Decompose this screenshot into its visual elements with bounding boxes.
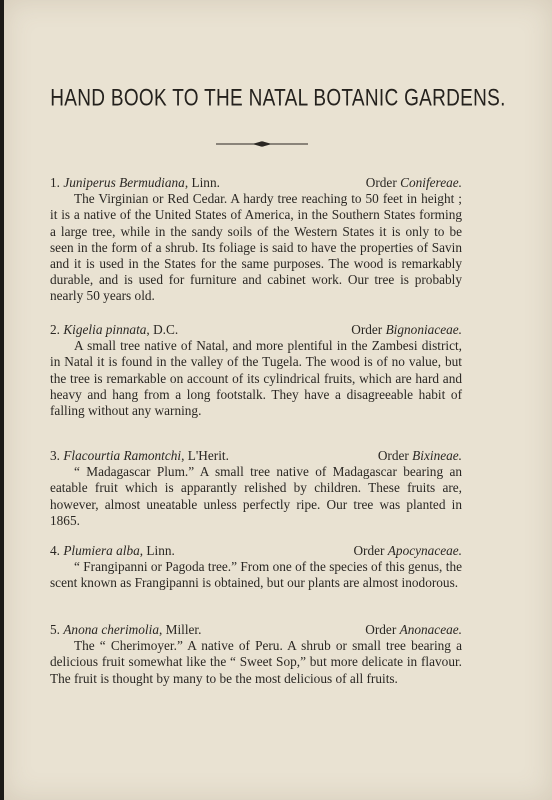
species-name [50,175,220,191]
species-name [50,543,175,559]
book-page [4,0,552,800]
authority: , Linn. [184,175,220,190]
order-value: Conifereae. [400,175,462,190]
authority: , L'Herit. [181,448,229,463]
species-name [50,622,201,638]
order-label: Order [377,448,409,463]
plant-entry [50,322,462,419]
order-value: Apocynaceae. [387,543,462,558]
entry-number: 3. [50,448,60,463]
genus-species: Plumiera alba [63,543,140,558]
order-label: Order [351,322,383,337]
order-name [353,543,462,559]
entry-description: The “ Cherimoyer.” A native of Peru. A shrub or small tree bearing a delicious fruit somewhat like the “ Sweet Sop,” but more delicate in flavour. The fruit is thought by many to be the most delicious of all fruits. [50,638,462,686]
order-label: Order [365,175,397,190]
entry-number: 1. [50,175,60,190]
entry-description: A small tree native of Natal, and more plentiful in the Zambesi district, in Natal it is found in the valley of the Tugela. The wood is of no value, but the tree is remarkable on account of its cylindrical fruits, which are hard and heavy and hang from a long footstalk. They have a disagreeable habit of falling without any warning. [50,338,462,419]
entry-heading [50,448,462,464]
plant-entry [50,543,462,592]
genus-species: Flacourtia Ramontchi [63,448,182,463]
authority: , Linn. [139,543,175,558]
genus-species: Juniperus Bermudiana [63,175,185,190]
entry-description: The Virginian or Red Cedar. A hardy tree reaching to 50 feet in height ; it is a native of the United States of America, in the Southern States forming a large tree, while in the sandy soils of the Western States it is only to be seen in the form of a shrub. Its foliage is said to have the properties of Savin and it is used in the States for the same purposes. The wood is remarkably durable, and is used for furniture and cabinet work. Our tree is probably nearly 50 years old. [50,191,462,304]
genus-species: Kigelia pinnata [63,322,147,337]
species-name [50,448,229,464]
page-title: HAND BOOK TO THE NATAL BOTANIC GARDENS. [50,85,506,112]
order-name [378,448,462,464]
order-label: Order [353,543,385,558]
entry-heading [50,322,462,338]
entry-number: 5. [50,622,60,637]
entry-number: 2. [50,322,60,337]
species-name [50,322,178,338]
entry-number: 4. [50,543,60,558]
authority: , D.C. [146,322,179,337]
order-value: Bignoniaceae. [385,322,462,337]
order-name [366,175,462,191]
genus-species: Anona cherimolia [63,622,159,637]
entry-heading [50,622,462,638]
entry-description: “ Frangipanni or Pagoda tree.” From one of the species of this genus, the scent known as Frangipanni is obtained, but our plants are almost inodorous. [50,559,462,591]
order-value: Anonaceae. [399,622,462,637]
order-label: Order [365,622,397,637]
plant-entry [50,622,462,687]
entry-description: “ Madagascar Plum.” A small tree native of Madagascar bearing an eatable fruit which is apparantly relished by children. These fruits are, however, almost uneatable unless perfectly ripe. Our tree was planted in 1865. [50,464,462,528]
order-value: Bixineae. [412,448,462,463]
entry-heading [50,543,462,559]
plant-entry [50,448,462,529]
order-name [351,322,462,338]
ornament-divider [216,139,308,149]
plant-entry [50,175,462,305]
order-name [365,622,462,638]
entry-heading [50,175,462,191]
authority: , Miller. [158,622,202,637]
